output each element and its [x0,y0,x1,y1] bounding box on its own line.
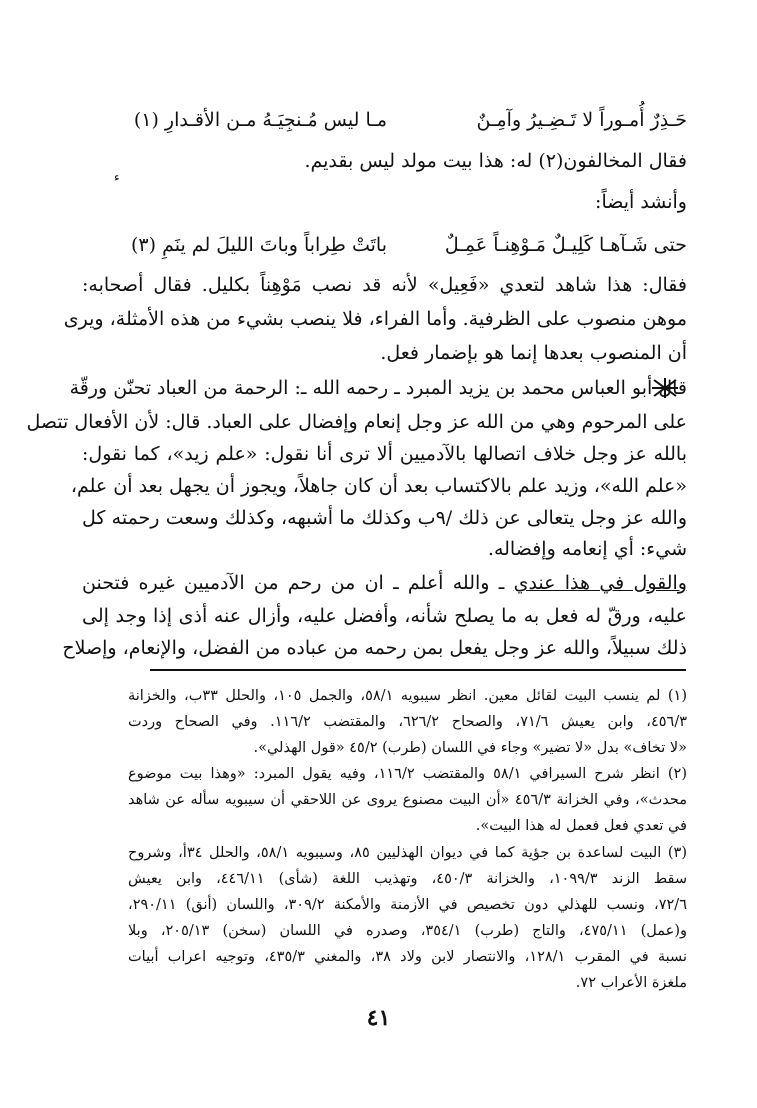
footnote-line: «لا تخاف» بدل «لا تضير» وجاء في اللسان (طرب) ٤٥/٢ «قول الهذلي». [253,740,687,756]
text-line: موهن منصوب على الظرفية. وأما الفراء، فلا ينصب بشيء من هذه الأمثلة، ويرى [63,308,687,330]
footnote-line: (١) لم ينسب البيت لقائل معين. انظر سيبويه ٥٨/١، والجمل ١٠٥، والحلل ٣٣ب، والخزانة [128,688,687,704]
footnote-line: في تعدي فعل فعمل له هذا البيت». [475,818,687,834]
verse1-second-hemistich: مـا ليس مُـنجِيَـهُ مـن الأقـدارِ (١) [133,109,387,131]
footnote-line: نسبة في المقرب ١٢٨/١، والانتصار لابن ولاد ٣٨، والمغني ٤٣٥/٣، وتوجيه اعراب أبيات [128,949,687,965]
text-line: عليه، ورقّ له فعل به ما يصلح شأنه، وأفضل عليه، وأزال عنه أذى إذا وجد إلى [82,605,687,627]
page-number: ٤١ [366,1005,391,1031]
footnote-line: و(عمل) ٤٧٥/١١، والتاج (طرب) ٣٥٤/١، وصدره في اللسان (سخن) ٢٠٥/١٣، وبلا [128,923,687,939]
text-span: ـ والله أعلم ـ ان من رحم من الآدميين غيره فتحنن [82,572,514,594]
footnote-line: سقط الزند ١٠٩٩/٣، والخزانة ٤٥٠/٣، وتهذيب اللغة (شأى) ٤٤٦/١١، وابن يعيش [128,871,687,887]
text-line: بالله عز وجل خلاف اتصالها بالآدميين ألا ترى أنا نقول: «علم زيد»، كما نقول: [82,443,687,465]
text-line: ذلك سبيلاً، والله عز وجل يفعل بمن رحمه من عباده من الفضل، والإنعام، وإصلاح [62,637,687,659]
margin-mark: ء [114,170,120,184]
footnote-line: (٣) البيت لساعدة بن جؤية كما في ديوان الهذليين ٨٥، وسيبويه ٥٨/١، والحلل ٣٤أ، وشروح [128,845,687,861]
text-line: شيء: أي إنعامه وإفضاله. [487,538,687,560]
text-line: أن المنصوب بعدها إنما هو بإضمار فعل. [380,342,687,364]
verse1-first-hemistich: حَـذِرٌ أُمـوراً لا تَـضِـيرُ وآمِـنٌ [476,109,687,131]
footnote-line: ملغزة الأعراب ٧٢. [575,975,687,991]
text-line: فقال: هذا شاهد لتعدي «فَعِيل» لأنه قد نصب مَوْهِناً بكليل. فقال أصحابه: [82,274,687,296]
text-line [82,570,687,596]
footnote-line: (٢) انظر شرح السيرافي ٥٨/١ والمقتضب ١١٦/٢، وفيه يقول المبرد: «وهذا بيت موضوع [128,766,688,782]
text-line: قال أبو العباس محمد بن يزيد المبرد ـ رحمه الله ـ: الرحمة من العباد تحنّن ورقّة [69,377,687,399]
footnote-line: ٤٥٦/٣، وابن يعيش ٧١/٦، والصحاح ٦٢٦/٢، والمقتضب ١١٦/٢. وفي الصحاح وردت [128,714,687,730]
verse2-second-hemistich: باتَتْ طِراباً وباتَ الليلَ لم ينَمِ (٣) [131,234,387,256]
footnote-line: ٧٢/٦، ونسب للهذلي دون تخصيص في الأزمنة والأمكنة ٣٠٩/٢، واللسان (أنق) ٢٩٠/١١، [128,897,687,913]
footnote-line: محدث»، وفي الخزانة ٤٥٦/٣ «أن البيت مصنوع يروى عن اللاحقي أن سيبويه سأله عن شاهد [128,792,687,808]
text-line: فقال المخالفون(٢) له: هذا بيت مولد ليس بقديم. [304,150,687,172]
footnote-divider [150,669,686,671]
text-line: وأنشد أيضاً: [595,191,687,213]
underlined-phrase: والقول في هذا عندي [513,572,687,594]
verse2-first-hemistich: حتى شَـآهـا كَلِيـلٌ مَـوْهِنـاً عَمِـلٌ [444,234,687,256]
text-line: والله عز وجل يتعالى عن ذلك /٩ب وكذلك ما أشبهه، وكذلك وسعت رحمته كل [82,507,688,529]
text-line: «علم الله»، وزيد علم بالاكتساب بعد أن كان جاهلاً، ويجوز أن يجهل بعد أن علم، [70,475,687,497]
text-line: على المرحوم وهي من الله عز وجل إنعام وإفضال على العباد. قال: لأن الأفعال تتصل [26,411,687,433]
